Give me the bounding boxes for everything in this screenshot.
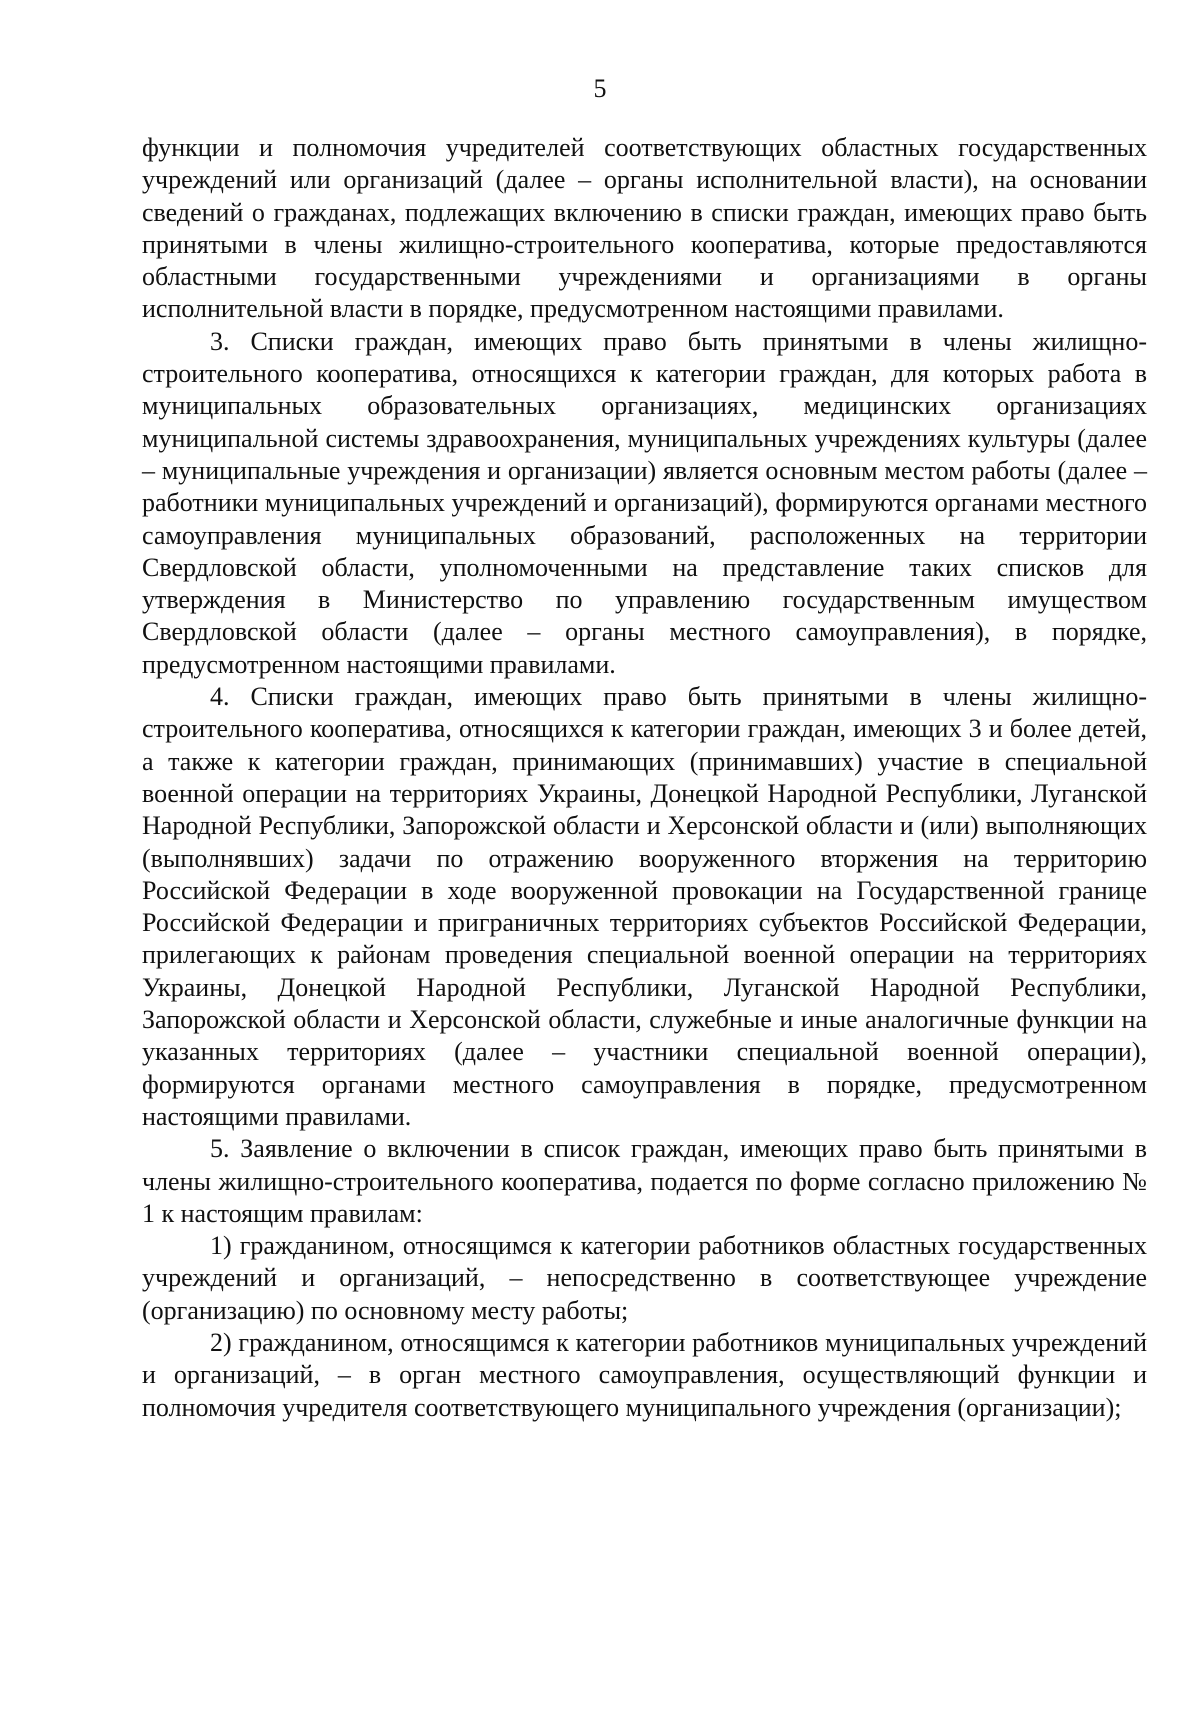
- subitem-2: 2) гражданином, относящимся к категории работников муниципальных учреждений и организаций, – в орган местного самоуправления, осуществляющий функции и полномочия учредителя соответствующего муниципального учреждения (организации);: [142, 1327, 1147, 1422]
- paragraph-continuation: функции и полномочия учредителей соответствующих областных государственных учреждений или организаций (далее – органы исполнительной власти), на основании сведений о гражданах, подлежащих включению в списки граждан, имеющих право быть принятыми в члены жилищно-строительного кооператива, которые предоставляются областными государственными учреждениями и организациями в органы исполнительной власти в порядке, предусмотренном настоящими правилами.: [142, 133, 1147, 324]
- document-body: [142, 132, 1147, 1424]
- paragraph-item-4: 4. Списки граждан, имеющих право быть принятыми в члены жилищно-строительного кооператива, относящихся к категории граждан, имеющих 3 и более детей, а также к категории граждан, принимающих (принимавших) участие в специальной военной операции на территориях Украины, Донецкой Народной Республики, Луганской Народной Республики, Запорожской области и Херсонской области и (или) выполняющих (выполнявших) задачи по отражению вооруженного вторжения на территорию Российской Федерации в ходе вооруженной провокации на Государственной границе Российской Федерации и приграничных территориях субъектов Российской Федерации, прилегающих к районам проведения специальной военной операции на территориях Украины, Донецкой Народной Республики, Луганской Народной Республики, Запорожской области и Херсонской области, служебные и иные аналогичные функции на указанных территориях (далее – участники специальной военной операции), формируются органами местного самоуправления в порядке, предусмотренном настоящими правилами.: [142, 682, 1147, 1131]
- paragraph-item-5: 5. Заявление о включении в список граждан, имеющих право быть принятыми в члены жилищно-строительного кооператива, подается по форме согласно приложению № 1 к настоящим правилам:: [142, 1134, 1147, 1228]
- paragraph-item-3: 3. Списки граждан, имеющих право быть принятыми в члены жилищно-строительного кооператива, относящихся к категории граждан, для которых работа в муниципальных образовательных организациях, медицинских организациях муниципальной системы здравоохранения, муниципальных учреждениях культуры (далее – муниципальные учреждения и организации) является основным местом работы (далее – работники муниципальных учреждений и организаций), формируются органами местного самоуправления муниципальных образований, расположенных на территории Свердловской области, уполномоченными на представление таких списков для утверждения в Министерство по управлению государственным имуществом Свердловской области (далее – органы местного самоуправления), в порядке, предусмотренном настоящими правилами.: [142, 326, 1147, 679]
- page-number: 5: [593, 74, 607, 103]
- subitem-1: 1) гражданином, относящимся к категории работников областных государственных учреждений и организаций, – непосредственно в соответствующее учреждение (организацию) по основному месту работы;: [142, 1231, 1147, 1325]
